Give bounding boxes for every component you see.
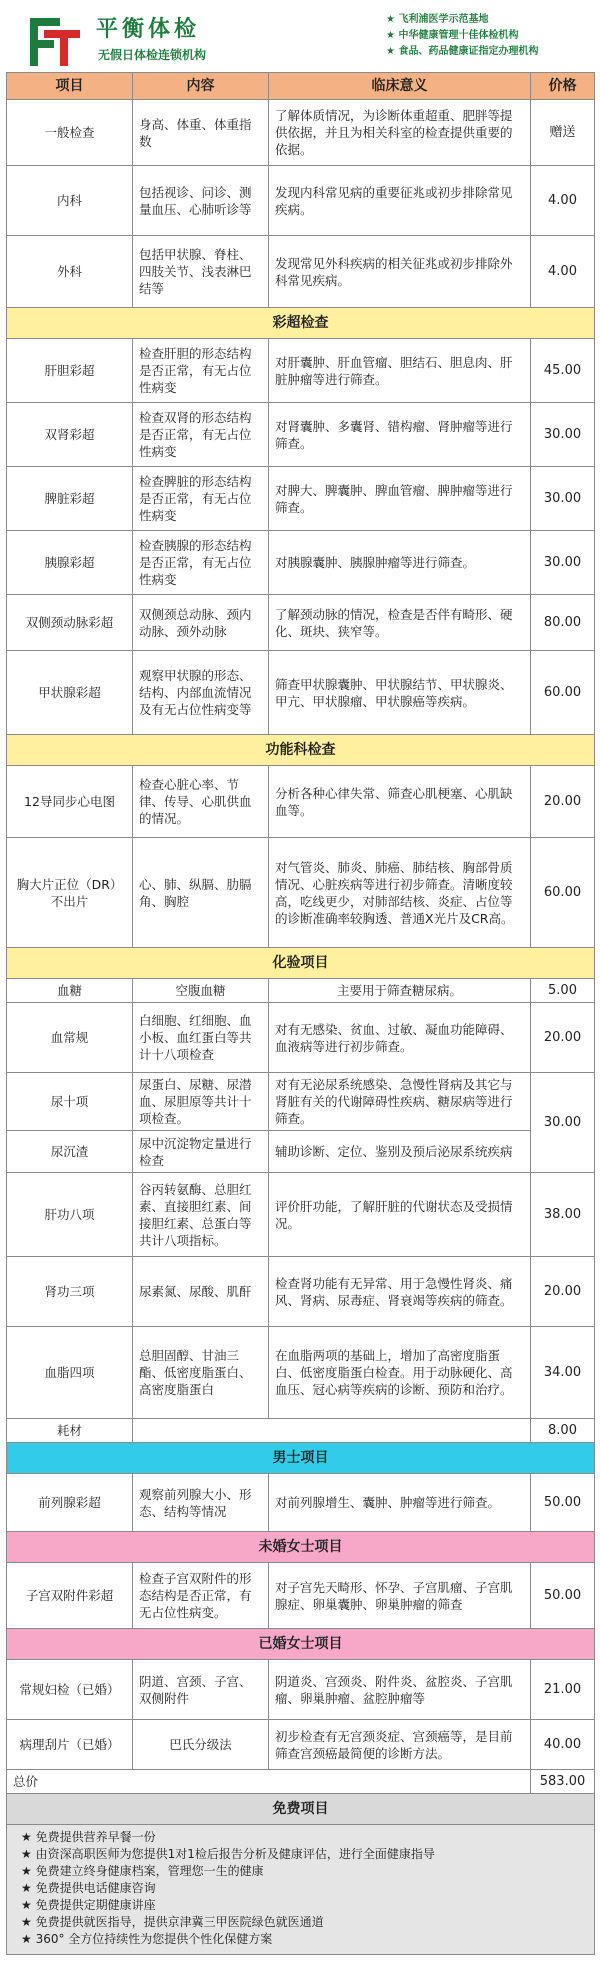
item-price: 4.00	[531, 166, 595, 236]
item-name: 12导同步心电图	[7, 766, 133, 838]
item-content: 检查子宫双附件的形态结构是否正常，有无占位性病变。	[133, 1563, 269, 1629]
item-price: 8.00	[531, 1419, 595, 1443]
item-meaning: 辅助诊断、定位、鉴别及预后泌尿系统疾病	[269, 1131, 531, 1173]
table-row	[7, 403, 595, 467]
item-price: 20.00	[531, 766, 595, 838]
item-name: 血脂四项	[7, 1327, 133, 1419]
item-meaning: 了解体质情况，为诊断体重超重、肥胖等提供依据，并且为相关科室的检查提供重要的依据。	[269, 100, 531, 166]
item-name: 病理刮片（已婚）	[7, 1720, 133, 1770]
item-name: 耗材	[7, 1419, 133, 1443]
column-header-item: 项目	[7, 73, 133, 100]
table-row	[7, 766, 595, 838]
column-header-price: 价格	[531, 73, 595, 100]
section-header-function	[7, 735, 595, 766]
item-content: 心、肺、纵膈、肋膈角、胸腔	[133, 838, 269, 948]
item-content: 双侧颈总动脉、颈内动脉、颈外动脉	[133, 595, 269, 651]
free-items-row	[7, 1825, 595, 1955]
section-header-male	[7, 1443, 595, 1474]
item-content: 尿素氮、尿酸、肌酐	[133, 1257, 269, 1327]
tagline: ★ 飞利浦医学示范基地	[386, 12, 538, 28]
item-price: 30.00	[531, 531, 595, 595]
item-name: 肝功八项	[7, 1173, 133, 1257]
section-title: 化验项目	[7, 948, 595, 979]
item-content: 检查胰腺的形态结构是否正常，有无占位性病变	[133, 531, 269, 595]
pingheng-logo-icon	[24, 14, 86, 70]
table-row	[7, 1720, 595, 1770]
item-name: 脾脏彩超	[7, 467, 133, 531]
item-name: 外科	[7, 236, 133, 308]
table-row	[7, 166, 595, 236]
item-content: 包括视诊、问诊、测量血压、心肺听诊等	[133, 166, 269, 236]
item-meaning: 对肝囊肿、肝血管瘤、胆结石、胆息肉、肝脏肿瘤等进行筛查。	[269, 339, 531, 403]
item-price: 60.00	[531, 838, 595, 948]
item-meaning: 筛查甲状腺囊肿、甲状腺结节、甲状腺炎、甲亢、甲状腺瘤、甲状腺癌等疾病。	[269, 651, 531, 735]
item-price: 45.00	[531, 339, 595, 403]
item-meaning: 发现内科常见病的重要征兆或初步排除常见疾病。	[269, 166, 531, 236]
table-row	[7, 467, 595, 531]
item-meaning: 对有无泌尿系统感染、急慢性肾病及其它与肾脏有关的代谢障碍性疾病、糖尿病等进行筛查。	[269, 1073, 531, 1131]
total-row	[7, 1770, 595, 1794]
free-item: ★ 360° 全方位持续性为您提供个性化保健方案	[35, 1931, 586, 1948]
free-item: ★ 免费建立终身健康档案，管理您一生的健康	[35, 1863, 586, 1880]
free-item: ★ 免费提供就医指导，提供京津冀三甲医院绿色就医通道	[35, 1914, 586, 1931]
item-name: 子宫双附件彩超	[7, 1563, 133, 1629]
section-header-unmarried	[7, 1532, 595, 1563]
table-row	[7, 1003, 595, 1073]
item-name: 血常规	[7, 1003, 133, 1073]
item-content: 白细胞、红细胞、血小板、血红蛋白等共计十八项检查	[133, 1003, 269, 1073]
item-price: 80.00	[531, 595, 595, 651]
item-price: 50.00	[531, 1474, 595, 1532]
column-header-content: 内容	[133, 73, 269, 100]
section-header-lab	[7, 948, 595, 979]
page-header	[0, 0, 600, 80]
table-row	[7, 1131, 595, 1173]
free-item: ★ 免费提供营养早餐一份	[35, 1829, 586, 1846]
item-content: 观察甲状腺的形态、结构、内部血流情况及有无占位性病变等	[133, 651, 269, 735]
table-row	[7, 1660, 595, 1720]
table-row	[7, 1073, 595, 1131]
item-price: 21.00	[531, 1660, 595, 1720]
table-row	[7, 1419, 595, 1443]
table-row	[7, 979, 595, 1003]
item-price: 30.00	[531, 1073, 595, 1173]
free-item: ★ 免费提供定期健康讲座	[35, 1897, 586, 1914]
item-content: 观察前列腺大小、形态、结构等情况	[133, 1474, 269, 1532]
item-price: 40.00	[531, 1720, 595, 1770]
item-name: 双肾彩超	[7, 403, 133, 467]
item-content: 巴氏分级法	[133, 1720, 269, 1770]
brand-subtitle: 无假日体检连锁机构	[98, 48, 207, 62]
item-meaning: 对子宫先天畸形、怀孕、子宫肌瘤、子宫肌腺症、卵巢囊肿、卵巢肿瘤的筛查	[269, 1563, 531, 1629]
item-price: 20.00	[531, 1003, 595, 1073]
section-title: 功能科检查	[7, 735, 595, 766]
item-name: 前列腺彩超	[7, 1474, 133, 1532]
item-content: 检查脾脏的形态结构是否正常，有无占位性病变	[133, 467, 269, 531]
item-name: 肾功三项	[7, 1257, 133, 1327]
item-name: 内科	[7, 166, 133, 236]
section-header-free	[7, 1794, 595, 1825]
item-price: 5.00	[531, 979, 595, 1003]
table-row	[7, 1474, 595, 1532]
item-content: 谷丙转氨酶、总胆红素、直接胆红素、间接胆红素、总蛋白等共计八项指标。	[133, 1173, 269, 1257]
table-row	[7, 1173, 595, 1257]
item-name: 胰腺彩超	[7, 531, 133, 595]
item-price: 30.00	[531, 467, 595, 531]
item-content: 身高、体重、体重指数	[133, 100, 269, 166]
item-name: 一般检查	[7, 100, 133, 166]
section-title: 男士项目	[7, 1443, 595, 1474]
section-title: 已婚女士项目	[7, 1629, 595, 1660]
item-name: 常规妇检（已婚）	[7, 1660, 133, 1720]
item-price: 赠送	[531, 100, 595, 166]
checkup-price-table	[6, 72, 595, 1955]
item-meaning: 对脾大、脾囊肿、脾血管瘤、脾肿瘤等进行筛查。	[269, 467, 531, 531]
item-meaning: 主要用于筛查糖尿病。	[269, 979, 531, 1003]
item-price: 34.00	[531, 1327, 595, 1419]
table-row	[7, 1327, 595, 1419]
item-content: 空腹血糖	[133, 979, 269, 1003]
item-name: 尿十项	[7, 1073, 133, 1131]
table-row	[7, 236, 595, 308]
item-meaning: 发现常见外科疾病的相关征兆或初步排除外科常见疾病。	[269, 236, 531, 308]
item-content: 尿中沉淀物定量进行检查	[133, 1131, 269, 1173]
item-meaning: 对肾囊肿、多囊肾、错构瘤、肾肿瘤等进行筛查。	[269, 403, 531, 467]
item-meaning: 对胰腺囊肿、胰腺肿瘤等进行筛查。	[269, 531, 531, 595]
item-meaning: 检查肾功能有无异常、用于急慢性肾炎、痛风、肾病、尿毒症、肾衰竭等疾病的筛查。	[269, 1257, 531, 1327]
item-name: 双侧颈动脉彩超	[7, 595, 133, 651]
section-title: 彩超检查	[7, 308, 595, 339]
item-price: 60.00	[531, 651, 595, 735]
table-row	[7, 531, 595, 595]
item-content: 检查心脏心率、节律、传导、心肌供血的情况。	[133, 766, 269, 838]
table-row	[7, 838, 595, 948]
item-meaning: 评价肝功能，了解肝脏的代谢状态及受损情况。	[269, 1173, 531, 1257]
item-price: 4.00	[531, 236, 595, 308]
free-item: ★ 由资深高职医师为您提供1对1检后报告分析及健康评估，进行全面健康指导	[35, 1846, 586, 1863]
brand-taglines	[386, 12, 538, 60]
section-title: 免费项目	[7, 1794, 595, 1825]
item-price: 30.00	[531, 403, 595, 467]
item-content: 阴道、宫颈、子宫、双侧附件	[133, 1660, 269, 1720]
item-meaning: 了解颈动脉的情况，检查是否伴有畸形、硬化、斑块、狭窄等。	[269, 595, 531, 651]
table-row	[7, 1563, 595, 1629]
item-meaning: 分析各种心律失常、筛查心肌梗塞、心肌缺血等。	[269, 766, 531, 838]
item-name: 甲状腺彩超	[7, 651, 133, 735]
item-meaning: 对气管炎、肺炎、肺癌、肺结核、胸部骨质情况、心脏疾病等进行初步筛查。清晰度较高，吃线更少，对肺部结核、炎症、占位等的诊断准确率较胸透、普通X光片及CR高。	[269, 838, 531, 948]
table-header-row	[7, 73, 595, 100]
item-content: 检查双肾的形态结构是否正常，有无占位性病变	[133, 403, 269, 467]
free-items-list	[7, 1825, 595, 1955]
total-label: 总价	[7, 1770, 531, 1794]
empty-cell	[133, 1419, 531, 1443]
item-meaning: 在血脂两项的基础上，增加了高密度脂蛋白、低密度脂蛋白检查。用于动脉硬化、高血压、冠心病等疾病的诊断、预防和治疗。	[269, 1327, 531, 1419]
tagline: ★ 食品、药品健康证指定办理机构	[386, 44, 538, 60]
column-header-meaning: 临床意义	[269, 73, 531, 100]
item-price: 20.00	[531, 1257, 595, 1327]
item-meaning: 对有无感染、贫血、过敏、凝血功能障碍、血液病等进行初步筛查。	[269, 1003, 531, 1073]
free-item: ★ 免费提供电话健康咨询	[35, 1880, 586, 1897]
item-price: 38.00	[531, 1173, 595, 1257]
section-header-married	[7, 1629, 595, 1660]
section-title: 未婚女士项目	[7, 1532, 595, 1563]
tagline: ★ 中华健康管理十佳体检机构	[386, 28, 538, 44]
item-name: 胸大片正位（DR）不出片	[7, 838, 133, 948]
section-header-ultrasound	[7, 308, 595, 339]
item-name: 肝胆彩超	[7, 339, 133, 403]
table-row	[7, 595, 595, 651]
table-row	[7, 651, 595, 735]
table-row	[7, 1257, 595, 1327]
item-content: 总胆固醇、甘油三酯、低密度脂蛋白、高密度脂蛋白	[133, 1327, 269, 1419]
item-price: 50.00	[531, 1563, 595, 1629]
item-meaning: 对前列腺增生、囊肿、肿瘤等进行筛查。	[269, 1474, 531, 1532]
item-name: 尿沉渣	[7, 1131, 133, 1173]
item-content: 包括甲状腺、脊柱、四肢关节、浅表淋巴结等	[133, 236, 269, 308]
item-content: 尿蛋白、尿糖、尿潜血、尿胆原等共计十项检查。	[133, 1073, 269, 1131]
total-price: 583.00	[531, 1770, 595, 1794]
item-content: 检查肝胆的形态结构是否正常，有无占位性病变	[133, 339, 269, 403]
item-meaning: 阴道炎、宫颈炎、附件炎、盆腔炎、子宫肌瘤、卵巢肿瘤、盆腔肿瘤等	[269, 1660, 531, 1720]
brand-name: 平衡体检	[96, 16, 201, 42]
item-name: 血糖	[7, 979, 133, 1003]
table-row	[7, 339, 595, 403]
table-row	[7, 100, 595, 166]
item-meaning: 初步检查有无宫颈炎症、宫颈癌等，是目前筛查宫颈癌最简便的诊断方法。	[269, 1720, 531, 1770]
